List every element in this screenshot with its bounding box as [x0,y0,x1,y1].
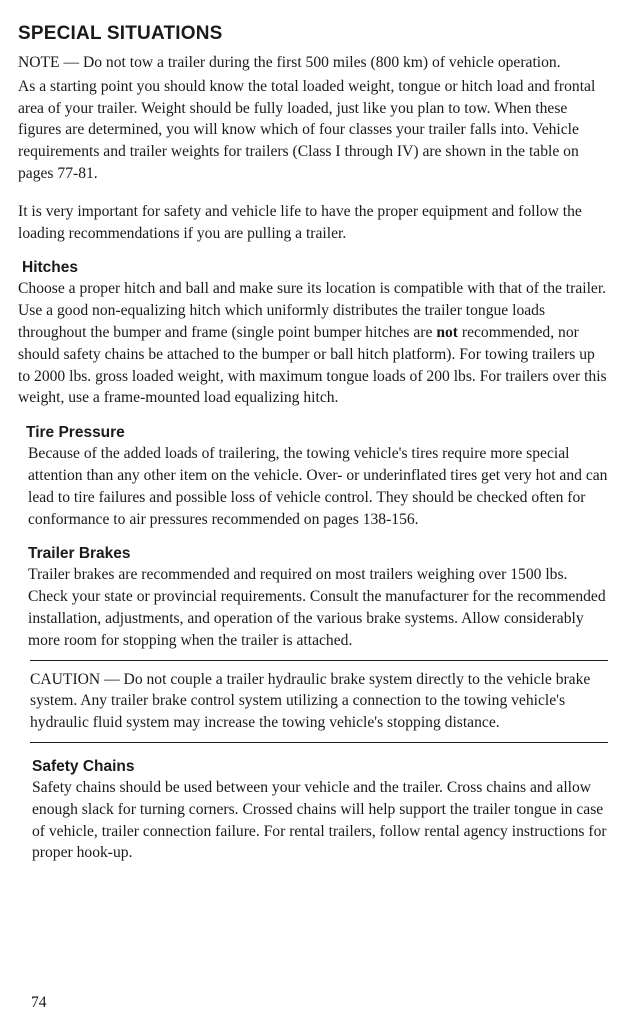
caution-text: CAUTION — Do not couple a trailer hydraulic brake system directly to the vehicle brake system. Any trailer brake control system utilizing a connection to the towing vehicle's hydraulic fluid system may increase the towing vehicle's stopping distance. [30,670,591,732]
intro-paragraph-2: It is very important for safety and vehicle life to have the proper equipment and follow the loading recommendations if you are pulling a trailer. [18,202,582,242]
hitches-section [18,258,610,409]
hitches-heading: Hitches [22,259,78,277]
note-paragraph: NOTE — Do not tow a trailer during the first 500 miles (800 km) of vehicle operation. [18,54,561,71]
divider-top [30,660,608,661]
hitches-text-bold: not [436,323,458,341]
manual-page [18,22,610,864]
tire-pressure-section [18,423,610,530]
caution-box [18,669,610,734]
hitches-text-after: recommended, nor should safety chains be attached to the bumper or ball hitch platform). For towing trailers up to 2000 lbs. gross loaded weight, with maximum tongue loads of 200 lbs. For trailers over this weight, use a frame-mounted load equalizing hitch. [18,323,607,407]
intro-paragraph-1: As a starting point you should know the total loaded weight, tongue or hitch load and frontal area of your trailer. Weight should be fully loaded, just like you plan to tow. When these figures are determined, you will know which of four classes your trailer falls into. Vehicle requirements and trailer weights for trailers (Class I through IV) are shown in the table on pages 77-81. [18,77,596,182]
safety-chains-section [18,757,610,864]
tire-pressure-text: Because of the added loads of trailering, the towing vehicle's tires require more special attention than any other item on the vehicle. Over- or underinflated tires get very hot and can lead to tire failures and possible loss of vehicle control. They should be checked often for conformance to air pressures recommended on pages 138-156. [28,445,608,528]
page-number: 74 [31,994,47,1011]
trailer-brakes-section [18,544,610,651]
trailer-brakes-text: Trailer brakes are recommended and required on most trailers weighing over 1500 lbs. Check your state or provincial requirements. Consult the manufacturer for the recommended installation, adjustments, and operation of the various brake systems. Allow considerably more room for stopping when the trailer is attached. [28,566,606,649]
safety-chains-text: Safety chains should be used between your vehicle and the trailer. Cross chains and allow enough slack for turning corners. Crossed chains will help support the trailer tongue in case of vehicle, trailer connection failure. For rental trailers, follow rental agency instructions for proper hook-up. [32,778,607,862]
hitches-text [18,278,610,409]
divider-bottom [30,742,608,743]
hitches-text-before: Choose a proper hitch and ball and make sure its location is compatible with that of the trailer. Use a good non-equalizing hitch which uniformly distributes the trailer tongue loads throughout the bumper and frame (single point bumper hitches are [18,280,607,341]
safety-chains-heading: Safety Chains [32,757,135,775]
tire-pressure-heading: Tire Pressure [26,424,125,442]
trailer-brakes-heading: Trailer Brakes [28,545,131,563]
page-title: SPECIAL SITUATIONS [18,23,223,44]
